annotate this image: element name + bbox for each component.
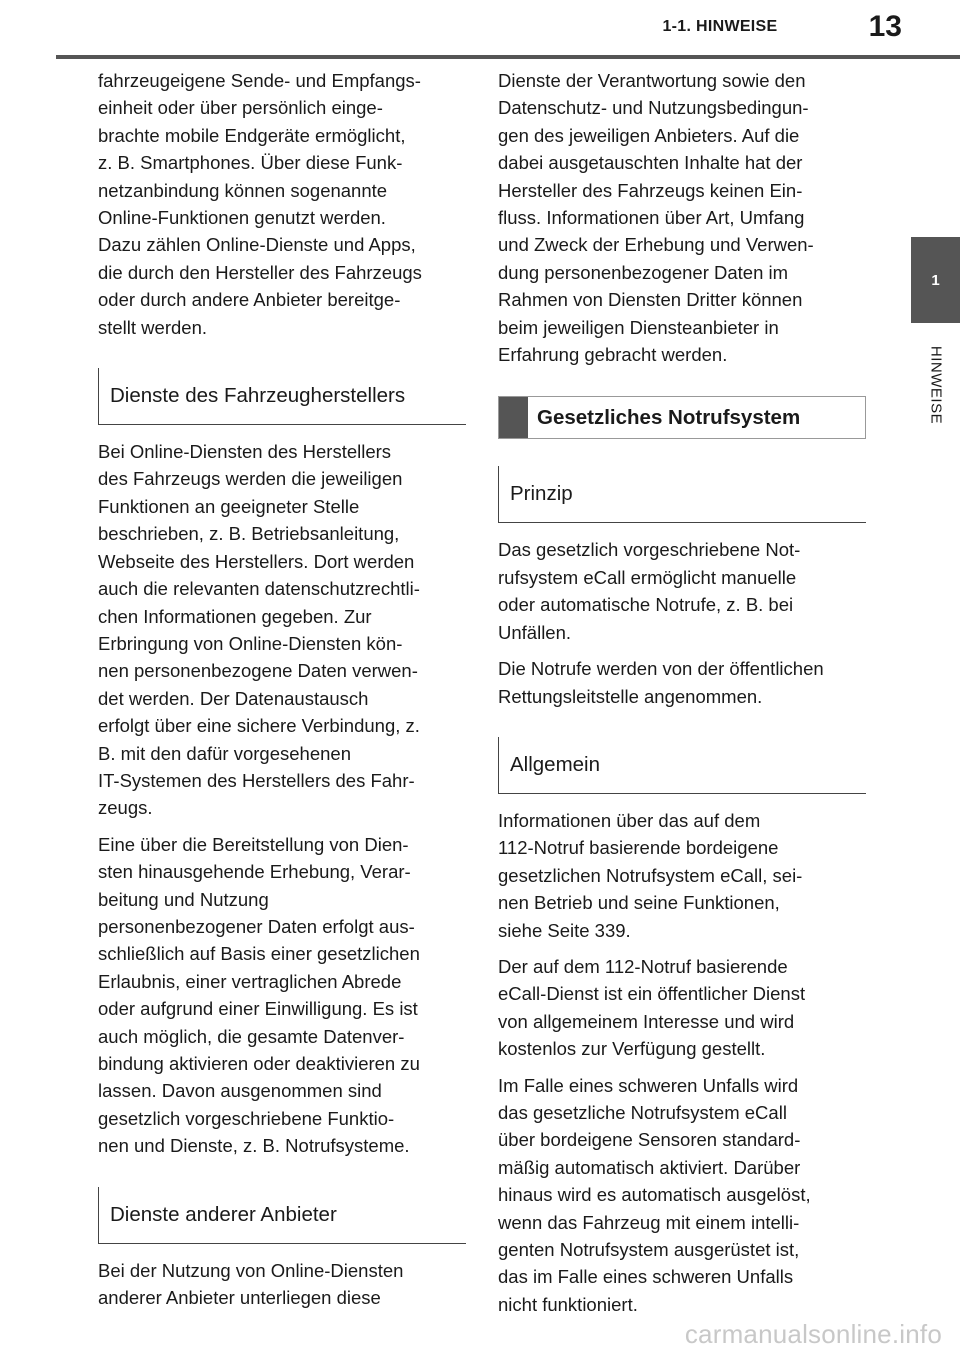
subheading-principle — [498, 466, 866, 523]
paragraph: Die Notrufe werden von der öffentlichen Rettungsleitstelle angenommen. — [498, 658, 824, 707]
paragraph: Der auf dem 112-Notruf basierende eCall-Dienst ist ein öffentlicher Dienst von allgemeinem Interesse und wird kostenlos zur Verfügung gestellt. — [498, 955, 806, 1060]
paragraph: Dienste der Verantwortung sowie den Datenschutz- und Nutzungsbedingun- gen des jeweiligen Anbieters. Auf die dabei ausgetauschten Inhalte hat der Hersteller des Fahrzeugs keinen Ein- fluss. Informationen über Art, Umfang und Zweck der Erhebung und Verwen- dung personenbezogener Daten im Rahmen von Diensten Dritter können beim jeweiligen Diensteanbieter in Erfahrung gebracht werden. — [498, 70, 814, 366]
right-column — [498, 67, 866, 1327]
page-number: 13 — [868, 10, 902, 43]
subheading-third-party-services — [98, 1187, 466, 1244]
paragraph: Bei Online-Diensten des Herstellers des Fahrzeugs werden die jeweiligen Funktionen an geeigneter Stelle beschrieben, z. B. Betriebsanleitung, Webseite des Herstellers. Dort werden auch die relevanten datenschutzrechtli- chen Informationen gegeben. Zur Erbringung von Online-Diensten kön- nen personenbezogene Daten verwen- det werden. Der Datenaustausch erfolgt über eine sichere Verbindung, z. B. mit den dafür vorgesehenen IT-Systemen des Herstellers des Fahr- zeugs. — [98, 441, 420, 819]
header-rule — [56, 55, 960, 59]
paragraph: Bei der Nutzung von Online-Diensten anderer Anbieter unterliegen diese — [98, 1259, 404, 1309]
subheading-manufacturer-services — [98, 368, 466, 425]
paragraph: Eine über die Bereitstellung von Dien- sten hinausgehende Erhebung, Verar- beitung und Nutzung personenbezogener Daten erfolgt aus- schließlich auf Basis einer gesetzlichen Erlaubnis, einer vertraglichen Abrede oder aufgrund einer Einwilligung. Es ist auch möglich, die gesamte Datenver- bindung aktivieren oder deaktivieren zu lassen. Davon ausgenommen sind gesetzlich vorgeschriebene Funktio- nen und Dienste, z. B. Notrufsysteme. — [98, 833, 420, 1157]
subheading-text: Dienste des Fahrzeugherstellers — [110, 384, 406, 408]
paragraph: Informationen über das auf dem 112-Notruf basierende bordeigene gesetzlichen Notrufsystem eCall, sei- nen Betrieb und seine Funktionen, siehe Seite 339. — [498, 809, 803, 941]
subheading-text: Prinzip — [510, 482, 573, 506]
chapter-number: 1 — [931, 271, 940, 289]
chapter-tab — [911, 237, 960, 323]
chapter-side-label: HINWEISE — [927, 345, 945, 425]
paragraph: fahrzeugeigene Sende- und Empfangs- einheit oder über persönlich einge- brachte mobile Endgeräte ermöglicht, z. B. Smartphones. Über diese Funk- netzanbindung können sogenannte Online-Funktionen genutzt werden. Dazu zählen Online-Dienste und Apps, die durch den Hersteller des Fahrzeugs oder durch andere Anbieter bereitge- stellt werden. — [98, 70, 422, 338]
paragraph: Das gesetzlich vorgeschriebene Not- rufsystem eCall ermöglicht manuelle oder automatische Notrufe, z. B. bei Unfällen. — [498, 539, 801, 643]
watermark: carmanualsonline.info — [684, 1319, 942, 1349]
subheading-text: Allgemein — [510, 752, 601, 776]
left-column — [98, 67, 466, 1320]
heading-bar — [499, 397, 528, 438]
section-title: 1-1. HINWEISE — [662, 18, 778, 35]
subheading-general — [498, 737, 866, 794]
section-heading-text: Gesetzliches Notrufsystem — [537, 405, 801, 429]
paragraph: Im Falle eines schweren Unfalls wird das gesetzliche Notrufsystem eCall über bordeigene Sensoren standard- mäßig automatisch aktiviert. Darüber hinaus wird es automatisch ausgelöst, wenn das Fahrzeug mit einem intelli- genten Notrufsystem ausgerüstet ist, das im Falle eines schweren Unfalls nicht funktioniert. — [498, 1074, 811, 1315]
subheading-text: Dienste anderer Anbieter — [110, 1202, 337, 1226]
section-heading-emergency-call — [498, 396, 866, 439]
